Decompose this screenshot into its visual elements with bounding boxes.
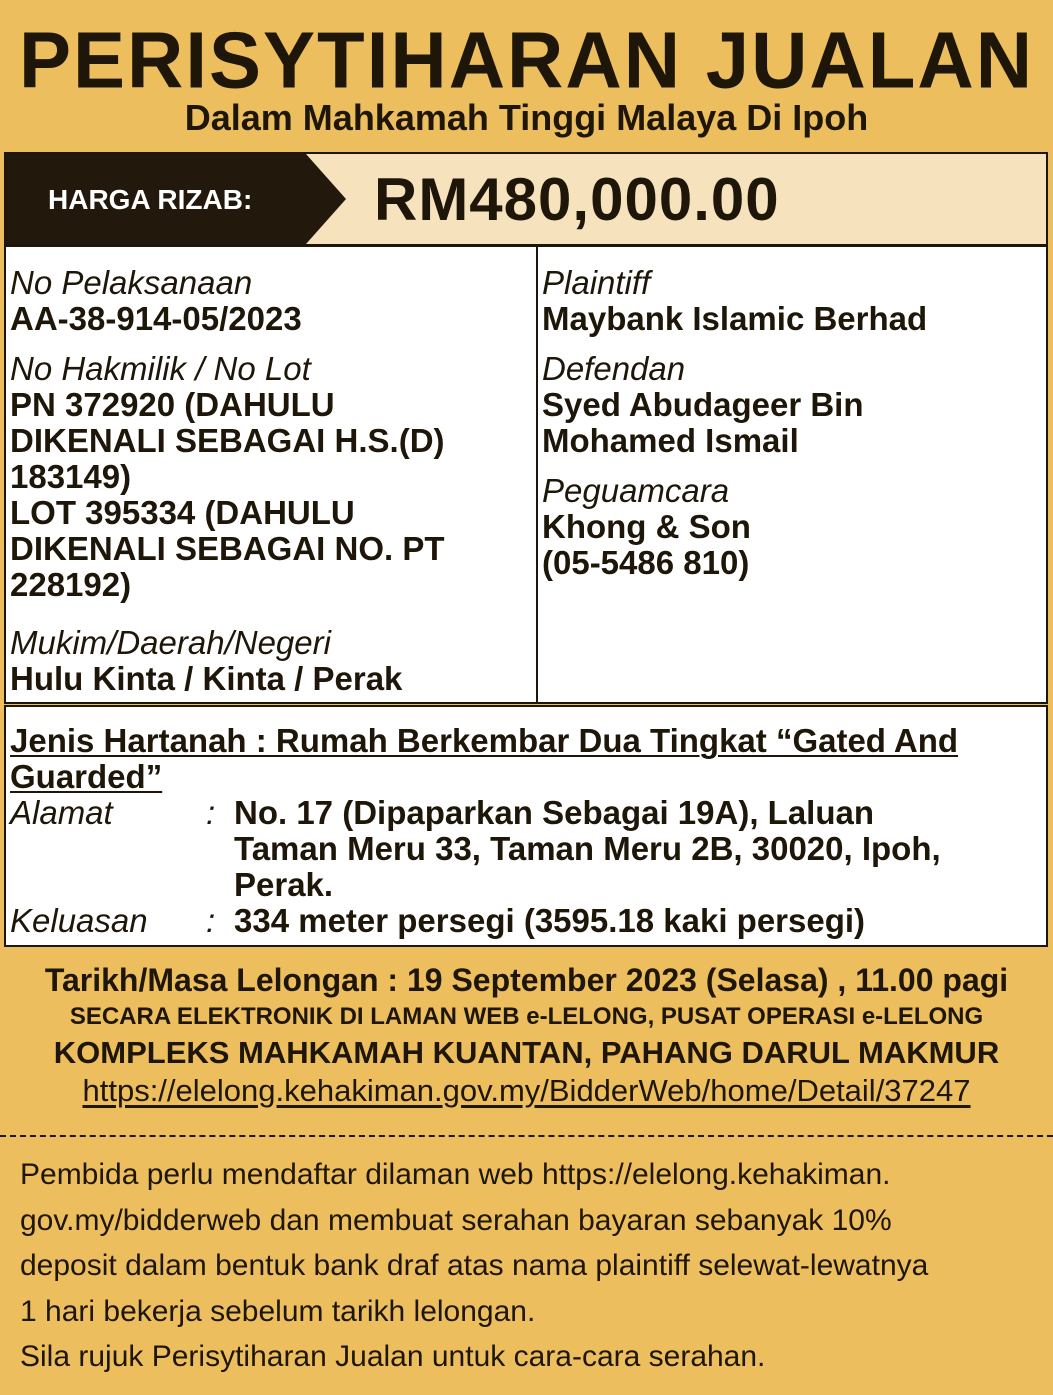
auction-venue: KOMPLEKS MAHKAMAH KUANTAN, PAHANG DARUL MAKMUR [53,1035,1000,1070]
hakmilik-label: No Hakmilik / No Lot [10,350,311,387]
keluasan-value: 334 meter persegi (3595.18 kaki persegi) [234,902,866,939]
lot-value-line: LOT 395334 (DAHULU [10,494,355,531]
alamat-line: No. 17 (Dipaparkan Sebagai 19A), Laluan [234,794,875,831]
column-divider [536,247,538,704]
auction-details [0,960,1053,1110]
alamat-label: Alamat [10,794,113,831]
reserve-price-bar [4,152,1048,246]
keluasan-colon: : [206,902,216,939]
property-type-line: Guarded” [10,758,163,795]
price-label: HARGA RIZAB: [48,184,253,215]
auction-method: SECARA ELEKTRONIK DI LAMAN WEB e-LELONG, PUSAT OPERASI e-LELONG [69,1003,984,1030]
auction-datetime: Tarikh/Masa Lelongan : 19 September 2023 (Selasa) , 11.00 pagi [44,962,1009,998]
alamat-line: Taman Meru 33, Taman Meru 2B, 30020, Ipoh, [234,830,941,867]
pelaksanaan-value: AA-38-914-05/2023 [10,300,302,337]
mukim-label: Mukim/Daerah/Negeri [10,624,331,661]
page-subtitle: Dalam Mahkamah Tinggi Malaya Di Ipoh [184,97,869,138]
alamat-colon: : [206,794,216,831]
keluasan-label: Keluasan [10,902,148,939]
case-details-right [542,265,1042,581]
defendan-value-line: Syed Abudageer Bin [542,386,864,423]
note-line: Sila rujuk Perisytiharan Jualan untuk cara-cara serahan. [20,1340,766,1373]
mukim-value: Hulu Kinta / Kinta / Perak [10,660,403,697]
note-line: gov.my/bidderweb dan membuat serahan bayaran sebanyak 10% [20,1203,892,1237]
property-type [10,723,1046,795]
alamat-line: Perak. [234,866,334,903]
area-row [10,903,1046,939]
hakmilik-value-line: PN 372920 (DAHULU [10,386,335,423]
dashed-divider [0,1135,1053,1137]
hakmilik-value-line: DIKENALI SEBAGAI H.S.(D) [10,422,445,459]
address-row [10,795,1046,903]
property-type-line: Jenis Hartanah : Rumah Berkembar Dua Tingkat “Gated And [10,722,959,759]
reserve-price-value: RM480,000.00 [374,166,780,233]
bidder-note [20,1152,1045,1380]
peguamcara-label: Peguamcara [542,472,730,509]
plaintiff-label: Plaintiff [542,264,651,301]
page-title: PERISYTIHARAN JUALAN [18,15,1035,105]
property-details-box [4,705,1048,947]
note-line: deposit dalam bentuk bank draf atas nama plaintiff selewat-lewatnya [20,1249,929,1282]
case-details-left [10,265,530,697]
plaintiff-value: Maybank Islamic Berhad [542,300,928,337]
defendan-label: Defendan [542,350,686,387]
peguamcara-value-line: Khong & Son [542,508,751,545]
note-line: 1 hari bekerja sebelum tarikh lelongan. [20,1294,536,1328]
auction-link[interactable]: https://elelong.kehakiman.gov.my/BidderWeb/home/Detail/37247 [82,1073,971,1108]
lot-value-line: DIKENALI SEBAGAI NO. PT [10,530,445,567]
case-details-box [4,245,1048,704]
alamat-value [230,795,1046,903]
pelaksanaan-label: No Pelaksanaan [10,264,253,301]
lot-value-line: 228192) [10,566,132,603]
hakmilik-value-line: 183149) [10,458,132,495]
peguamcara-value-line: (05-5486 810) [542,544,750,581]
note-line: Pembida perlu mendaftar dilaman web https://elelong.kehakiman. [20,1158,891,1191]
defendan-value-line: Mohamed Ismail [542,422,799,459]
